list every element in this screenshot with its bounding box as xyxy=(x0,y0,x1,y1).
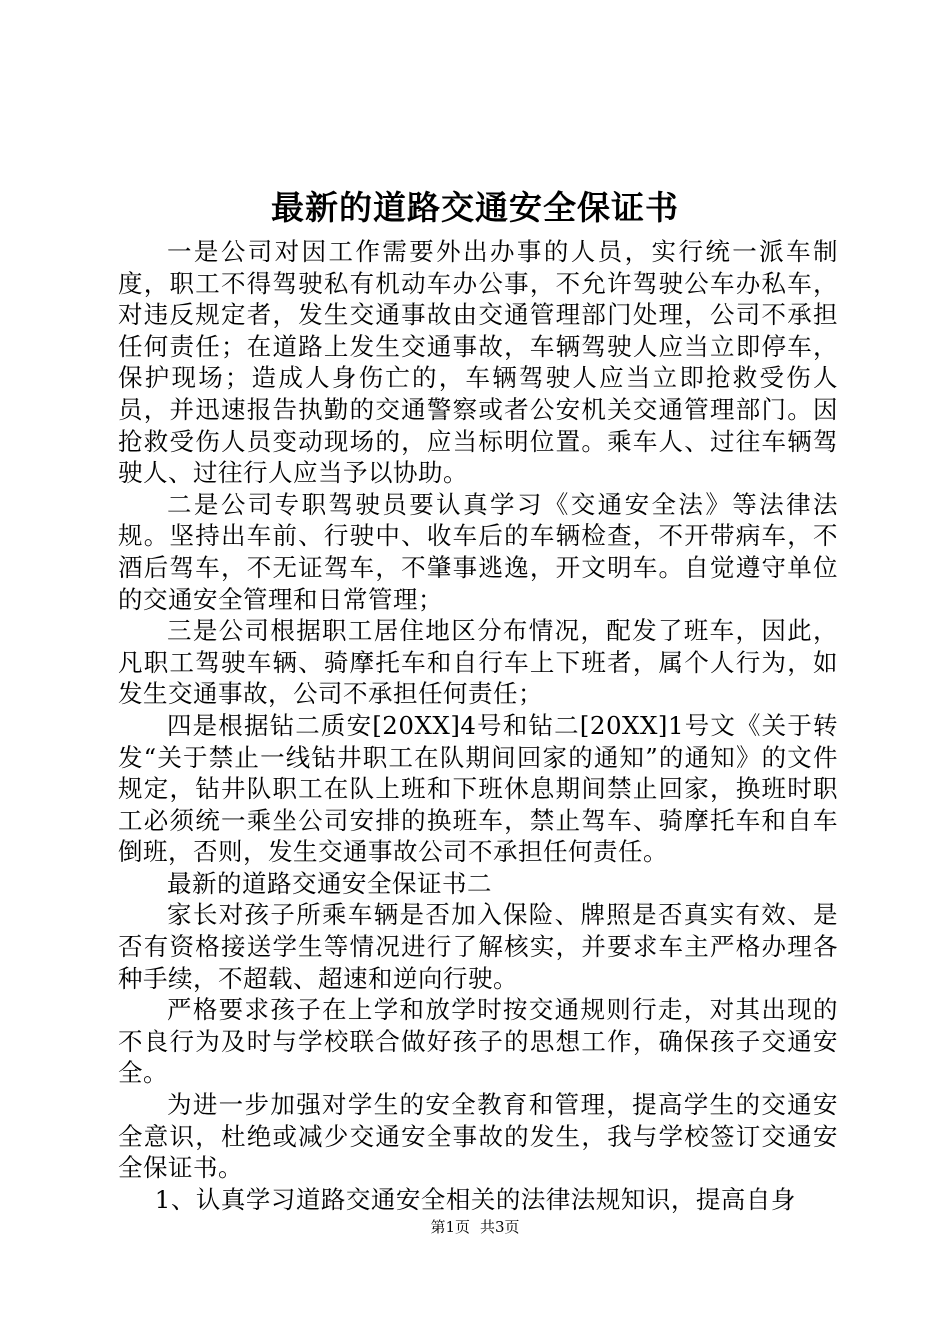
page-total: 共3页 xyxy=(480,1218,520,1236)
document-title: 最新的道路交通安全保证书 xyxy=(271,188,679,227)
document-body xyxy=(118,236,838,1215)
list-item-1: 1、认真学习道路交通安全相关的法律法规知识，提高自身 xyxy=(154,1184,796,1214)
paragraph-6: 严格要求孩子在上学和放学时按交通规则行走，对其出现的不良行为及时与学校联合做好孩子的思想工作，确保孩子交通安全。 xyxy=(118,995,838,1088)
paragraph-5: 家长对孩子所乘车辆是否加入保险、牌照是否真实有效、是否有资格接送学生等情况进行了解核实，并要求车主严格办理各种手续，不超载、超速和逆向行驶。 xyxy=(118,900,838,993)
section-heading-2: 最新的道路交通安全保证书二 xyxy=(167,868,492,898)
paragraph-4: 四是根据钻二质安[20XX]4号和钻二[20XX]1号文《关于转发“关于禁止一线钻井职工在队期间回家的通知”的通知》的文件规定，钻井队职工在队上班和下班休息期间禁止回家，换班时职工必须统一乘坐公司安排的换班车，禁止驾车、骑摩托车和自车倒班，否则，发生交通事故公司不承担任何责任。 xyxy=(118,710,838,867)
page-footer xyxy=(0,1216,950,1238)
paragraph-7: 为进一步加强对学生的安全教育和管理，提高学生的交通安全意识，杜绝或减少交通安全事故的发生，我与学校签订交通安全保证书。 xyxy=(118,1090,838,1183)
paragraph-1: 一是公司对因工作需要外出办事的人员，实行统一派车制度，职工不得驾驶私有机动车办公事，不允许驾驶公车办私车，对违反规定者，发生交通事故由交通管理部门处理，公司不承担任何责任；在道路上发生交通事故，车辆驾驶人应当立即停车，保护现场；造成人身伤亡的，车辆驾驶人应当立即抢救受伤人员，并迅速报告执勤的交通警察或者公安机关交通管理部门。因抢救受伤人员变动现场的，应当标明位置。乘车人、过往车辆驾驶人、过往行人应当予以协助。 xyxy=(118,237,838,488)
paragraph-3: 三是公司根据职工居住地区分布情况，配发了班车，因此，凡职工驾驶车辆、骑摩托车和自行车上下班者，属个人行为，如发生交通事故，公司不承担任何责任； xyxy=(118,616,838,709)
paragraph-2: 二是公司专职驾驶员要认真学习《交通安全法》等法律法规。坚持出车前、行驶中、收车后的车辆检查，不开带病车，不酒后驾车，不无证驾车，不肇事逃逸，开文明车。自觉遵守单位的交通安全管理和日常管理； xyxy=(118,489,838,614)
page-number: 第1页 xyxy=(430,1218,470,1236)
